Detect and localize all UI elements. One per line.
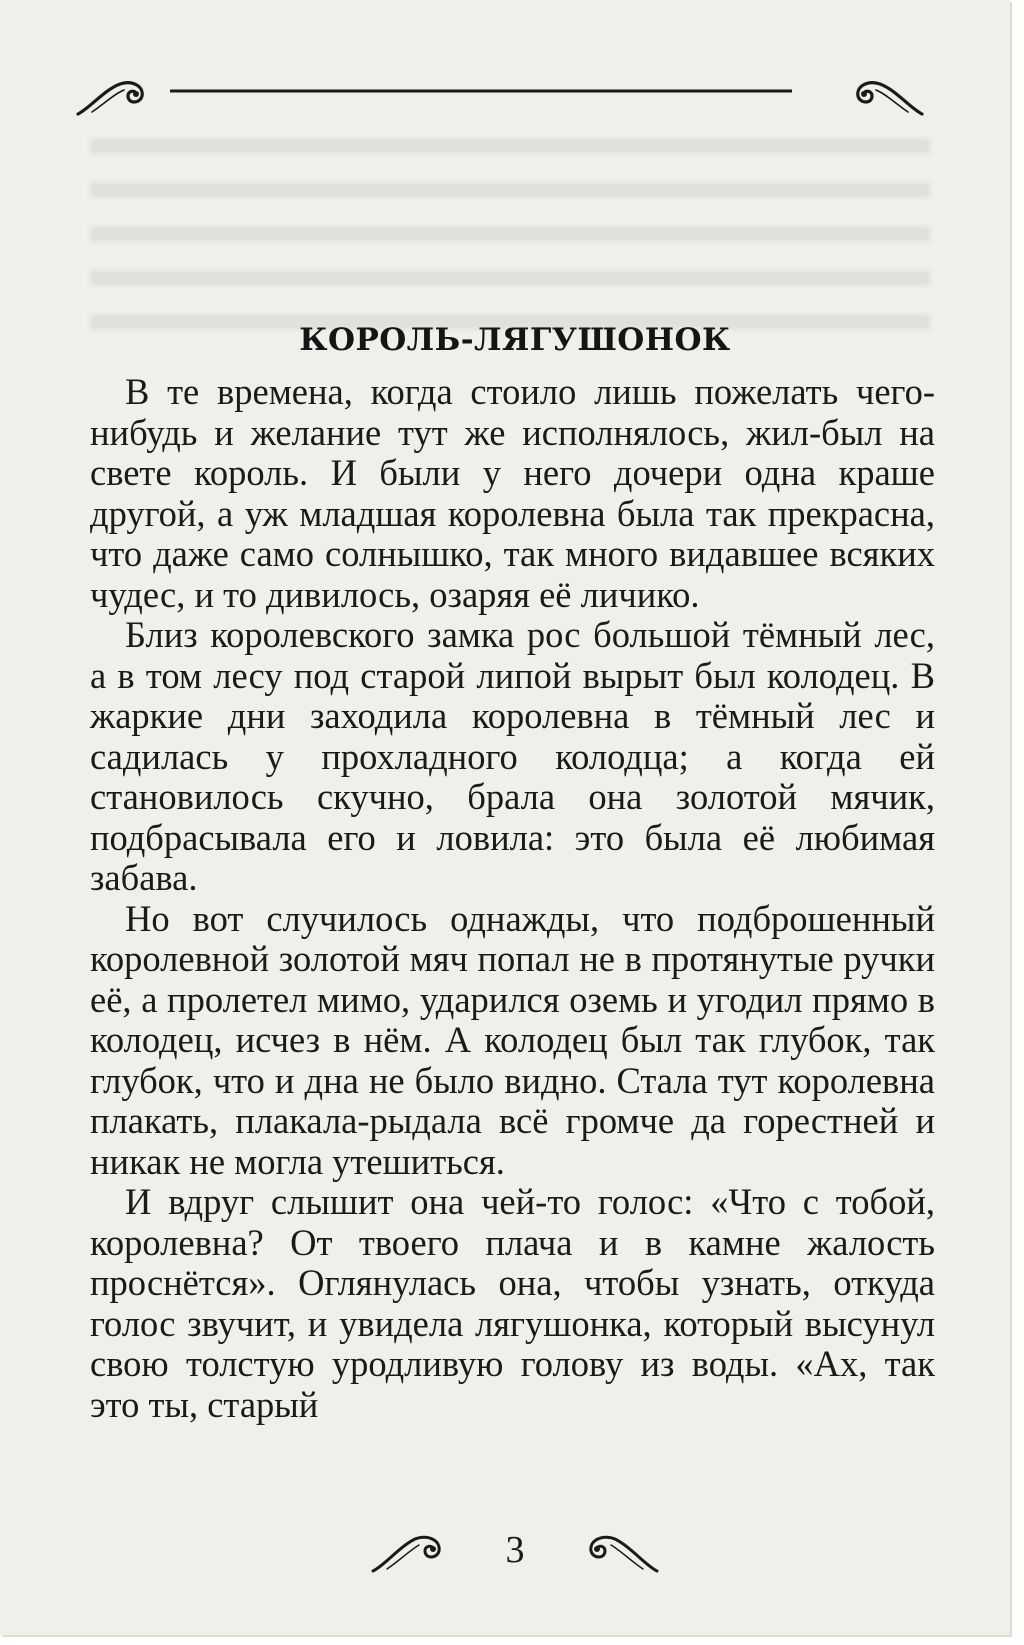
story-title: КОРОЛЬ-ЛЯГУШОНОК <box>299 322 731 358</box>
story-text <box>90 372 935 1425</box>
header-ornament <box>70 70 930 120</box>
paragraph: В те времена, когда стоило лишь пожелать чего-нибудь и желание тут же исполнялось, жил-был на свете король. И были у него дочери одна краше другой, а уж младшая королевна была так прекрасна, что даже само солнышко, так много видавшее всяких чудес, и то дивилось, озаряя её личико. <box>90 371 935 615</box>
paragraph: И вдруг слышит она чей-то голос: «Что с тобой, королевна? От твоего плача и в камне жалость проснётся». Оглянулась она, чтобы узнать, откуда голос звучит, и увидела лягушонка, который высунул свою толстую уродливую голову из воды. «Ах, так это ты, старый <box>90 1181 935 1425</box>
paragraph: Близ королевского замка рос большой тёмный лес, а в том лесу под старой липой вырыт был колодец. В жаркие дни заходила королевна в тёмный лес и садилась у прохладного колодца; а когда ей становилось скучно, брала она золотой мячик, подбрасывала его и ловила: это была её любимая забава. <box>90 614 935 898</box>
paragraph: Но вот случилось однажды, что подброшенный королевной золотой мяч попал не в протянутые ручки её, а пролетел мимо, ударился оземь и угодил прямо в колодец, исчез в нём. А колодец был так глубок, так глубок, что и дна не было видно. Стала тут королевна плакать, плакала-рыдала всё громче да горестней и никак не могла утешиться. <box>90 897 935 1182</box>
page-number: 3 <box>505 1529 525 1571</box>
page-footer <box>365 1525 665 1575</box>
bleed-through-text <box>90 120 930 350</box>
